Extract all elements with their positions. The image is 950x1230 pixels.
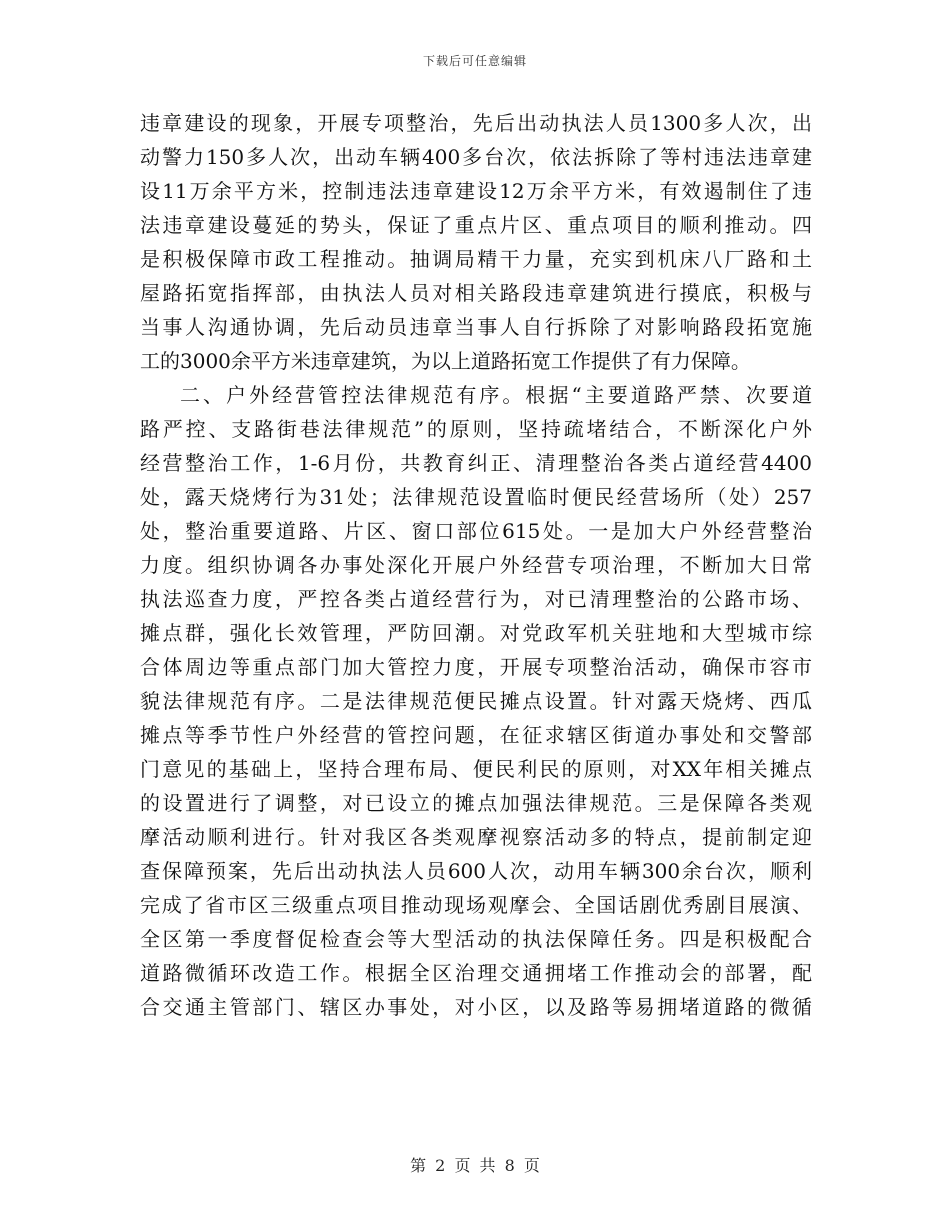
body-line: 动警力150多人次，出动车辆400多台次，依法拆除了等村违法违章建 (140, 145, 812, 169)
body-line: 门意见的基础上，坚持合理布局、便民利民的原则，对XX年相关摊点 (140, 757, 812, 781)
body-line: 处，整治重要道路、片区、窗口部位615处。一是加大户外经营整治 (140, 519, 812, 543)
body-line: 路严控、支路街巷法律规范”的原则，坚持疏堵结合，不断深化户外 (140, 417, 812, 441)
body-line: 是积极保障市政工程推动。抽调局精干力量，充实到机床八厂路和土 (140, 247, 812, 271)
body-line: 经营整治工作，1-6月份，共教育纠正、清理整治各类占道经营4400 (140, 451, 812, 475)
body-line: 合体周边等重点部门加大管控力度，开展专项整治活动，确保市容市 (140, 655, 812, 679)
body-line: 查保障预案，先后出动执法人员600人次，动用车辆300余台次，顺利 (140, 859, 812, 883)
body-line: 摊点等季节性户外经营的管控问题，在征求辖区街道办事处和交警部 (140, 723, 812, 747)
body-line: 屋路拓宽指挥部，由执法人员对相关路段违章建筑进行摸底，积极与 (140, 281, 812, 305)
body-line: 当事人沟通协调，先后动员违章当事人自行拆除了对影响路段拓宽施 (140, 315, 812, 339)
section-heading-line: 二、户外经营管控法律规范有序。根据“主要道路严禁、次要道 (180, 383, 812, 407)
page-header-note: 下载后可任意编辑 (422, 54, 527, 68)
body-line: 道路微循环改造工作。根据全区治理交通拥堵工作推动会的部署，配 (140, 961, 812, 985)
page-number-footer: 第 2 页 共 8 页 (410, 1156, 540, 1175)
body-line: 貌法律规范有序。二是法律规范便民摊点设置。针对露天烧烤、西瓜 (140, 689, 812, 713)
body-line: 工的3000余平方米违章建筑，为以上道路拓宽工作提供了有力保障。 (140, 349, 751, 373)
body-line: 摊点群，强化长效管理，严防回潮。对党政军机关驻地和大型城市综 (140, 621, 812, 645)
body-line: 法违章建设蔓延的势头，保证了重点片区、重点项目的顺利推动。四 (140, 213, 812, 237)
body-line: 执法巡查力度，严控各类占道经营行为，对已清理整治的公路市场、 (140, 587, 812, 611)
body-line: 完成了省市区三级重点项目推动现场观摩会、全国话剧优秀剧目展演、 (140, 893, 812, 917)
body-line: 设11万余平方米，控制违法违章建设12万余平方米，有效遏制住了违 (140, 179, 812, 203)
body-line: 全区第一季度督促检查会等大型活动的执法保障任务。四是积极配合 (140, 927, 812, 951)
document-body (140, 106, 812, 1024)
body-line: 处，露天烧烤行为31处；法律规范设置临时便民经营场所（处）257 (140, 485, 812, 509)
body-line: 力度。组织协调各办事处深化开展户外经营专项治理，不断加大日常 (140, 553, 812, 577)
body-line: 摩活动顺利进行。针对我区各类观摩视察活动多的特点，提前制定迎 (140, 825, 812, 849)
body-line: 合交通主管部门、辖区办事处，对小区，以及路等易拥堵道路的微循 (140, 995, 812, 1019)
body-line: 违章建设的现象，开展专项整治，先后出动执法人员1300多人次，出 (140, 111, 812, 135)
body-line: 的设置进行了调整，对已设立的摊点加强法律规范。三是保障各类观 (140, 791, 812, 815)
